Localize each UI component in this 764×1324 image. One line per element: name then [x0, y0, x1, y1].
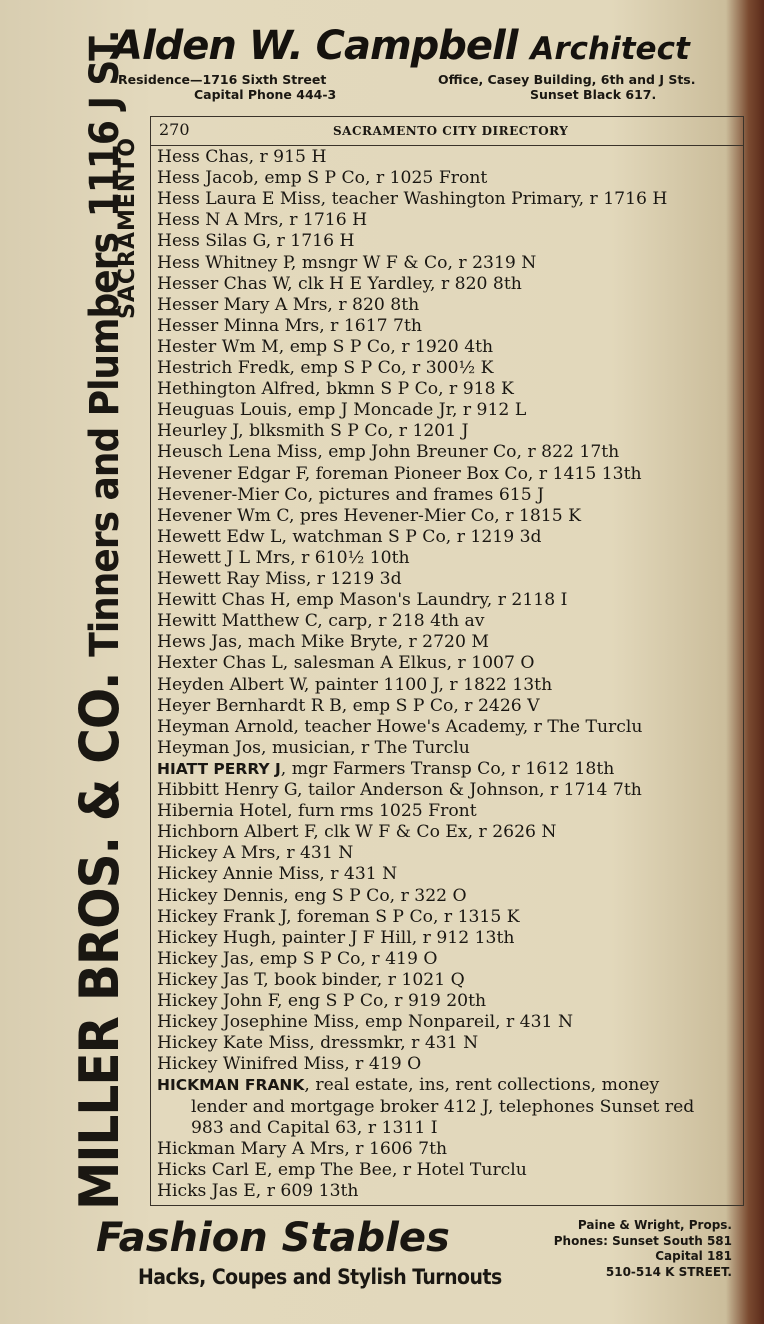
directory-entry: [157, 843, 353, 864]
directory-entry: [157, 337, 493, 358]
entry-details: , carp, r 218 4th av: [317, 611, 485, 632]
entry-name: Hess Whitney P: [157, 252, 291, 273]
directory-entry: [157, 886, 467, 907]
entry-name: Hickey A Mrs: [157, 843, 276, 864]
entry-details: , mgr Farmers Transp Co, r 1612 18th: [280, 758, 615, 779]
entry-details: , clk H E Yardley, r 820 8th: [287, 273, 522, 294]
stables-info: [532, 1218, 732, 1280]
entry-name: Hichborn Albert F: [157, 822, 314, 843]
entry-name: Hess Silas G: [157, 231, 266, 252]
entry-name: Hickey Winifred Miss: [157, 1054, 345, 1075]
directory-entry: [157, 590, 567, 611]
office-info: [438, 72, 695, 102]
entry-name: Hickey Kate Miss: [157, 1033, 310, 1054]
entry-name: Hibbitt Henry G: [157, 780, 298, 800]
directory-entry: [157, 358, 494, 379]
entry-details: , watchman S P Co, r 1219 3d: [281, 526, 542, 547]
entry-details: , musician, r The Turclu: [261, 737, 470, 758]
entry-details: , r 431 N: [319, 864, 398, 885]
entry-name: Hewitt Chas H: [157, 590, 286, 611]
entry-name: Hickey Frank J: [157, 906, 287, 927]
directory-entry: [157, 506, 581, 527]
entry-details: , emp Mason's Laundry, r 2118 I: [285, 590, 568, 611]
entry-name: Hess N A Mrs: [157, 210, 279, 231]
entry-details: , emp S P Co, r 1920 4th: [278, 336, 494, 357]
entry-details: , r 915 H: [248, 147, 327, 167]
entry-details: , bkmn S P Co, r 918 K: [315, 379, 514, 400]
entry-name: Hevener-Mier Co: [157, 484, 308, 505]
directory-entry: [157, 1160, 527, 1181]
entry-details: lender and mortgage broker 412 J, telephones Sunset red: [191, 1096, 695, 1117]
entry-details: , eng S P Co, r 919 20th: [276, 991, 487, 1011]
entry-details: , emp The Bee, r Hotel Turclu: [266, 1159, 527, 1180]
entry-name: Hewett Ray Miss: [157, 569, 306, 589]
directory-entry: [157, 907, 520, 928]
directory-entry: [157, 421, 469, 442]
directory-entry: [157, 675, 552, 696]
entry-name: Heyman Jos: [157, 737, 262, 758]
entry-details: , painter 1100 J, r 1822 13th: [303, 674, 553, 695]
directory-entry: [157, 928, 514, 949]
directory-entry: [157, 274, 522, 295]
entry-details: , emp S P Co, r 419 O: [248, 948, 438, 969]
ad-title: [112, 22, 752, 73]
directory-entry: [157, 168, 487, 189]
entry-details: , dressmkr, r 431 N: [309, 1033, 479, 1054]
entry-details: , blksmith S P Co, r 1201 J: [238, 421, 469, 442]
entry-details: , foreman S P Co, r 1315 K: [286, 906, 520, 927]
directory-entry: [157, 464, 642, 485]
entry-details: , emp S P Co, r 1025 Front: [253, 168, 488, 189]
entry-details: , foreman Pioneer Box Co, r 1415 13th: [304, 463, 642, 484]
entry-details: , pictures and frames 615 J: [307, 484, 544, 505]
entry-details: , r 820 8th: [327, 294, 420, 315]
entry-details: , emp J Moncade Jr, r 912 L: [286, 400, 527, 421]
entry-name: Hewett J L Mrs: [157, 547, 291, 568]
directory-entry: [157, 738, 470, 759]
entry-details: , painter J F Hill, r 912 13th: [271, 927, 515, 948]
entry-details: , r 610½ 10th: [290, 547, 410, 568]
directory-entry: [157, 442, 619, 463]
stables-phone-sunset: Phones: Sunset South 581: [553, 1233, 732, 1248]
stables-subtitle: Hacks, Coupes and Stylish Turnouts: [138, 1265, 502, 1289]
entry-details: , r 1716 H: [278, 210, 368, 231]
entry-name: Heusch Lena Miss: [157, 442, 318, 463]
page-header: [151, 117, 743, 146]
directory-entry: [157, 400, 526, 421]
entry-details: , r 1219 3d: [305, 569, 402, 589]
entry-name: Hicks Jas E: [157, 1180, 256, 1201]
entry-details: , r 419 O: [344, 1054, 422, 1075]
directory-entry: [157, 569, 402, 590]
entry-details: , book binder, r 1021 Q: [263, 969, 465, 990]
entry-name: Hickey Annie Miss: [157, 864, 320, 885]
entry-name: Heuguas Louis: [157, 400, 287, 421]
entry-name: Hickey Jas: [157, 948, 249, 969]
entry-name: Hestrich Fredk: [157, 358, 290, 378]
directory-entry: [191, 1118, 438, 1139]
entry-name: Hess Laura E Miss: [157, 189, 321, 210]
stables-proprietors: Paine & Wright, Props.: [577, 1218, 732, 1232]
entry-details: , r 1606 7th: [344, 1138, 448, 1159]
entry-details: , r 1617 7th: [319, 315, 422, 336]
entry-name: Hexter Chas L: [157, 653, 283, 674]
directory-entry: [157, 210, 367, 231]
residence-phone: Capital Phone 444-3: [194, 87, 337, 102]
directory-entry: [157, 1012, 573, 1033]
entry-details: , eng S P Co, r 322 O: [283, 885, 467, 906]
stables-phone-capital: Capital 181: [655, 1249, 732, 1263]
entry-name: Hibernia Hotel: [157, 801, 288, 822]
entry-name: Hethington Alfred: [157, 379, 316, 400]
entry-details: , r 609 13th: [255, 1180, 359, 1201]
entry-details: , emp S P Co, r 300½ K: [289, 358, 494, 378]
entry-details: , r 1716 H: [265, 231, 355, 252]
entry-name: Hester Wm M: [157, 336, 279, 357]
directory-entry: [157, 864, 397, 885]
entry-details: , pres Hevener-Mier Co, r 1815 K: [288, 505, 581, 526]
directory-entry: [157, 1139, 447, 1160]
bottom-advertisement: [0, 1210, 764, 1320]
entry-name: Heurley J: [157, 421, 239, 442]
entry-name: Heyman Arnold: [157, 716, 294, 737]
entry-details: , emp John Breuner Co, r 822 17th: [317, 442, 620, 463]
directory-entry: [157, 316, 422, 337]
office-phone: Sunset Black 617.: [530, 87, 657, 102]
entry-name: Hickey Hugh: [157, 927, 272, 948]
side-ad-address: 1116 J ST.: [82, 30, 128, 218]
entry-name: Heyer Bernhardt R B: [157, 695, 342, 716]
directory-entry: [157, 1054, 421, 1075]
entry-name: Hess Jacob: [157, 168, 254, 189]
entry-details: , real estate, ins, rent collections, money: [304, 1075, 660, 1096]
directory-entry: [157, 611, 485, 632]
entry-name: Hews Jas: [157, 632, 238, 653]
residence-info: [118, 72, 336, 102]
entry-name: Hess Chas: [157, 147, 249, 167]
directory-entry: [157, 147, 326, 168]
directory-entry: [157, 485, 544, 506]
entry-details: , emp Nonpareil, r 431 N: [354, 1012, 573, 1033]
directory-entry: [157, 822, 556, 843]
entry-details: , emp S P Co, r 2426 V: [341, 695, 540, 716]
entry-details: 983 and Capital 63, r 1311 I: [191, 1117, 438, 1138]
directory-entry: [191, 1097, 694, 1118]
entry-name: Hevener Wm C: [157, 505, 289, 526]
entry-details: , salesman A Elkus, r 1007 O: [282, 653, 535, 674]
directory-entry: [157, 527, 542, 548]
entry-details: , teacher Howe's Academy, r The Turclu: [293, 716, 643, 737]
entry-details: , furn rms 1025 Front: [287, 801, 477, 822]
directory-box: [150, 116, 744, 1206]
entry-name: Hicks Carl E: [157, 1159, 267, 1180]
entry-details: , teacher Washington Primary, r 1716 H: [320, 189, 668, 210]
directory-entry: [157, 548, 410, 569]
entry-name: HIATT PERRY J: [157, 759, 281, 778]
entry-name: Hesser Minna Mrs: [157, 315, 320, 336]
directory-title: SACRAMENTO CITY DIRECTORY: [333, 124, 569, 138]
directory-entry: [157, 295, 419, 316]
entry-name: Hickey Josephine Miss: [157, 1012, 355, 1033]
entry-details: , tailor Anderson & Johnson, r 1714 7th: [297, 780, 642, 800]
entry-details: , msngr W F & Co, r 2319 N: [290, 252, 537, 273]
entry-name: Hickey Jas T: [157, 969, 264, 990]
ad-title-role: Architect: [530, 31, 690, 67]
entry-name: HICKMAN FRANK: [157, 1076, 305, 1095]
directory-entry: [157, 801, 477, 822]
stables-address: 510-514 K STREET.: [605, 1264, 732, 1279]
entry-name: Hesser Mary A Mrs: [157, 294, 328, 315]
entry-name: Hickey Dennis: [157, 885, 284, 906]
entry-name: Hewitt Matthew C: [157, 611, 318, 632]
directory-entry: [157, 696, 540, 717]
entry-name: Hickey John F: [157, 991, 277, 1011]
directory-entry: [157, 970, 465, 991]
entry-name: Hewett Edw L: [157, 526, 282, 547]
directory-entry: [157, 189, 667, 210]
page-number: 270: [159, 120, 190, 139]
entry-details: , clk W F & Co Ex, r 2626 N: [313, 822, 557, 843]
side-ad-city: SACRAMENTO: [115, 136, 140, 320]
office-line: Office, Casey Building, 6th and J Sts.: [438, 72, 696, 87]
entry-name: Heyden Albert W: [157, 674, 304, 695]
directory-entry: [157, 1181, 359, 1202]
directory-entry: [157, 1075, 659, 1096]
directory-entry: [157, 653, 534, 674]
directory-entry: [157, 1033, 478, 1054]
side-ad-company: MILLER BROS. & CO.: [68, 672, 131, 1210]
entry-name: Hesser Chas W: [157, 273, 288, 294]
directory-entry: [157, 759, 614, 780]
directory-entry: [157, 379, 514, 400]
directory-entry: [157, 253, 536, 274]
ad-title-name: Alden W. Campbell: [112, 23, 518, 69]
entry-name: Hevener Edgar F: [157, 463, 305, 484]
entry-name: Hickman Mary A Mrs: [157, 1138, 345, 1159]
directory-entry: [157, 949, 437, 970]
side-ad-trade: Tinners and Plumbers: [82, 233, 128, 657]
directory-entry: [157, 231, 355, 252]
directory-entry: [157, 632, 489, 653]
stables-title: Fashion Stables: [96, 1215, 450, 1261]
entry-details: , r 431 N: [275, 843, 354, 864]
directory-entry: [157, 717, 642, 738]
residence-line: Residence—1716 Sixth Street: [118, 72, 327, 87]
directory-entry: [157, 991, 486, 1012]
entry-details: , mach Mike Bryte, r 2720 M: [237, 632, 489, 653]
directory-entry: [157, 780, 642, 801]
